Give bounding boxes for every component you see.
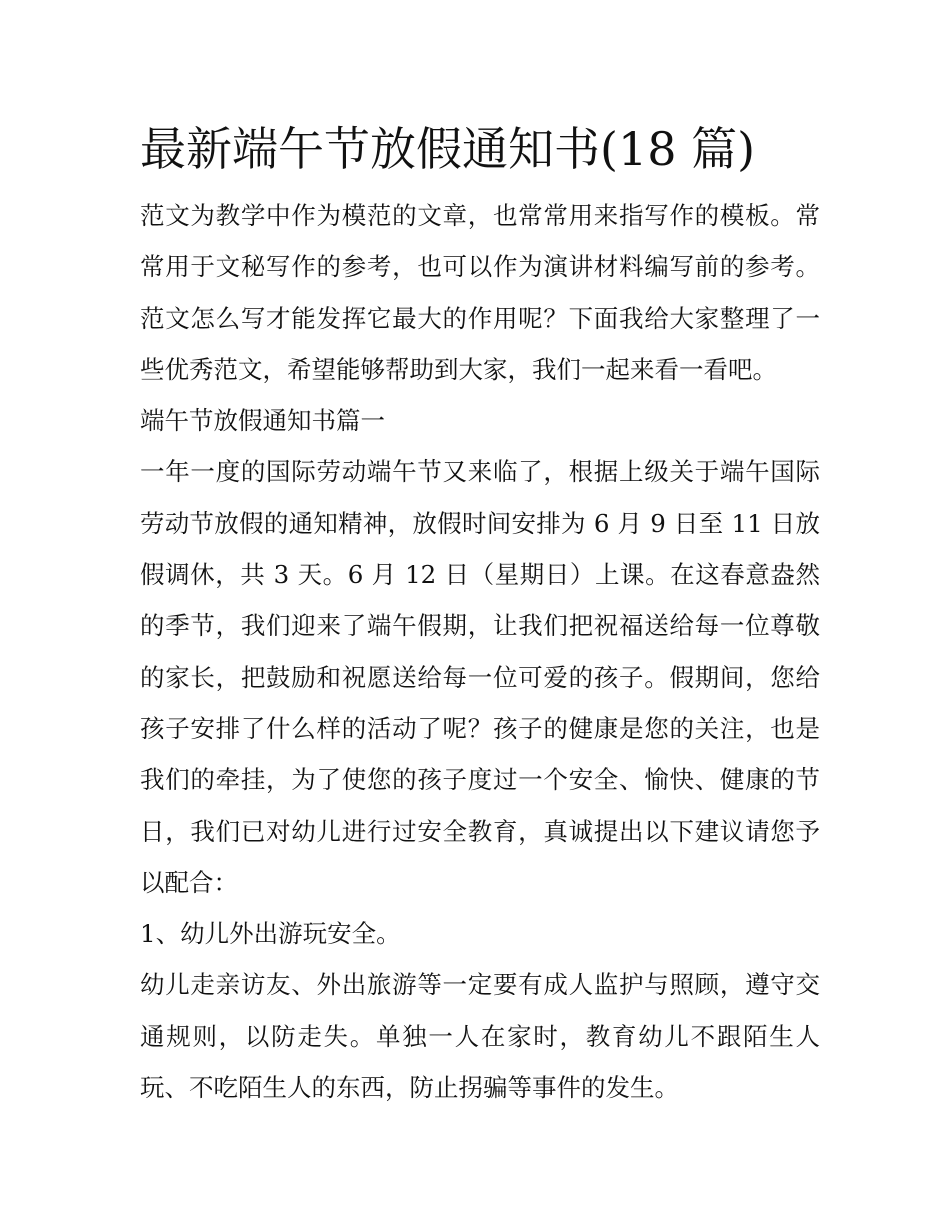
intro-paragraph: 范文为教学中作为模范的文章，也常常用来指写作的模板。常常用于文秘写作的参考，也可以作为演讲材料编写前的参考。范文怎么写才能发挥它最大的作用呢？下面我给大家整理了一些优秀范文，希望能够帮助到大家，我们一起来看一看吧。 bbox=[140, 201, 820, 384]
notice-paragraph: 一年一度的国际劳动端午节又来临了，根据上级关于端午国际劳动节放假的通知精神，放假时间安排为 6 月 9 日至 11 日放假调休，共 3 天。6 月 12 日（星期日）上课。在这春意盎然的季节，我们迎来了端午假期，让我们把祝福送给每一位尊敬的家长，把鼓励和祝愿送给每一位可爱的孩子。假期间，您给孩子安排了什么样的活动了呢？孩子的健康是您的关注，也是我们的牵挂，为了使您的孩子度过一个安全、愉快、健康的节日，我们已对幼儿进行过安全教育，真诚提出以下建议请您予以配合： bbox=[140, 457, 820, 897]
section-heading: 端午节放假通知书篇一 bbox=[140, 406, 385, 436]
document-body bbox=[140, 118, 820, 1113]
list-item-heading: 1、幼儿外出游玩安全。 bbox=[140, 919, 401, 949]
document-title: 最新端午节放假通知书(18 篇) bbox=[140, 122, 756, 176]
safety-paragraph: 幼儿走亲访友、外出旅游等一定要有成人监护与照顾，遵守交通规则，以防走失。单独一人在家时，教育幼儿不跟陌生人玩、不吃陌生人的东西，防止拐骗等事件的发生。 bbox=[140, 970, 820, 1103]
